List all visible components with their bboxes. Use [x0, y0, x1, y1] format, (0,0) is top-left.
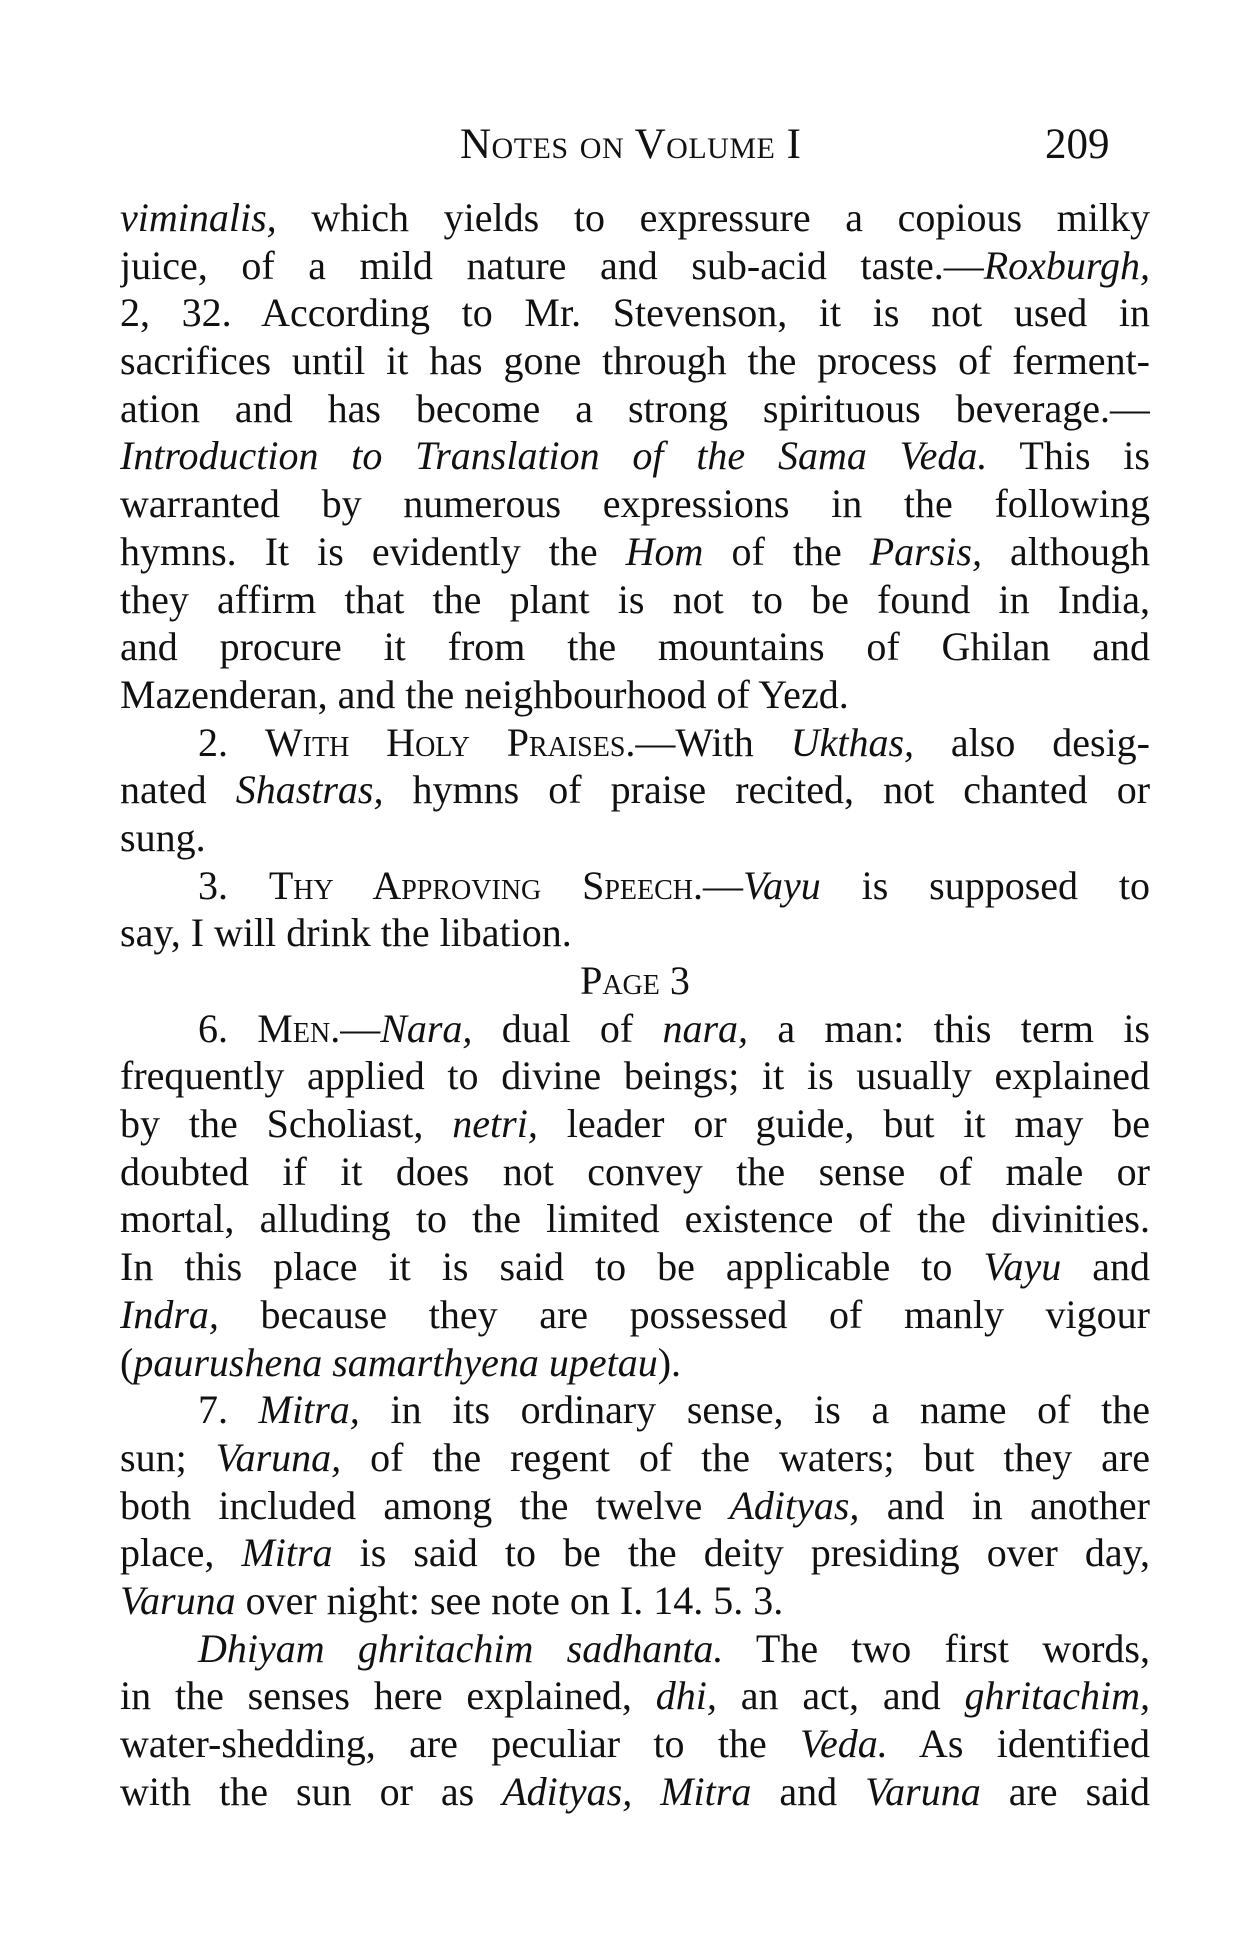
text-line: Introduction to Translation of the Sama Veda. This is: [120, 433, 1150, 479]
text-line: doubted if it does not convey the sense of male or: [120, 1148, 1150, 1194]
running-title: Notes on Volume I: [460, 121, 802, 168]
text-line: juice, of a mild nature and sub-acid taste.—Roxburgh,: [120, 242, 1150, 288]
text-line: Varuna over night: see note on I. 14. 5. 3.: [120, 1577, 784, 1623]
text-line: say, I will drink the libation.: [120, 910, 572, 956]
text-line: hymns. It is evidently the Hom of the Parsis, although: [120, 528, 1150, 574]
text-line: mortal, alluding to the limited existence of the divinities.: [120, 1196, 1150, 1242]
note-6: 6. Men.—Nara, dual of nara, a man: this term is: [198, 1005, 1150, 1051]
page-number: 209: [1045, 121, 1110, 168]
section-heading: Page 3: [580, 958, 690, 1003]
note-2: 2. With Holy Praises.—With Ukthas, also desig-: [198, 719, 1150, 765]
text-line: sacrifices until it has gone through the process of ferment-: [120, 338, 1150, 384]
text-line: sung.: [120, 814, 206, 860]
text-line: ation and has become a strong spirituous beverage.—: [120, 385, 1150, 431]
text-line: with the sun or as Adityas, Mitra and Varuna are said: [120, 1768, 1150, 1814]
text-line: viminalis, which yields to expressure a copious milky: [120, 195, 1150, 240]
body-text: [120, 194, 1150, 1815]
text-line: In this place it is said to be applicable to Vayu and: [120, 1244, 1150, 1290]
text-line: sun; Varuna, of the regent of the waters; but they are: [120, 1434, 1150, 1480]
text-line: (paurushena samarthyena upetau).: [120, 1339, 682, 1385]
text-line: place, Mitra is said to be the deity presiding over day,: [120, 1530, 1150, 1576]
page-header: [140, 120, 1150, 180]
text-line: Indra, because they are possessed of manly vigour: [120, 1291, 1150, 1337]
text-line: warranted by numerous expressions in the following: [120, 481, 1150, 527]
text-line: nated Shastras, hymns of praise recited, not chanted or: [120, 767, 1150, 813]
note-7: 7. Mitra, in its ordinary sense, is a name of the: [198, 1387, 1150, 1433]
text-line: frequently applied to divine beings; it is usually explained: [120, 1053, 1150, 1099]
text-line: by the Scholiast, netri, leader or guide, but it may be: [120, 1101, 1150, 1147]
text-line: 2, 32. According to Mr. Stevenson, it is not used in: [120, 290, 1150, 336]
text-line: both included among the twelve Adityas, and in another: [120, 1482, 1150, 1528]
note-3: 3. Thy Approving Speech.—Vayu is supposed to: [198, 862, 1150, 908]
text-line: and procure it from the mountains of Ghilan and: [120, 624, 1150, 670]
text-line: Mazenderan, and the neighbourhood of Yezd.: [120, 671, 849, 717]
text-line: in the senses here explained, dhi, an act, and ghritachim,: [120, 1673, 1150, 1719]
note-dhiyam: Dhiyam ghritachim sadhanta. The two first words,: [198, 1625, 1150, 1671]
text-line: they affirm that the plant is not to be found in India,: [120, 576, 1150, 622]
text-line: water-shedding, are peculiar to the Veda. As identified: [120, 1721, 1150, 1766]
